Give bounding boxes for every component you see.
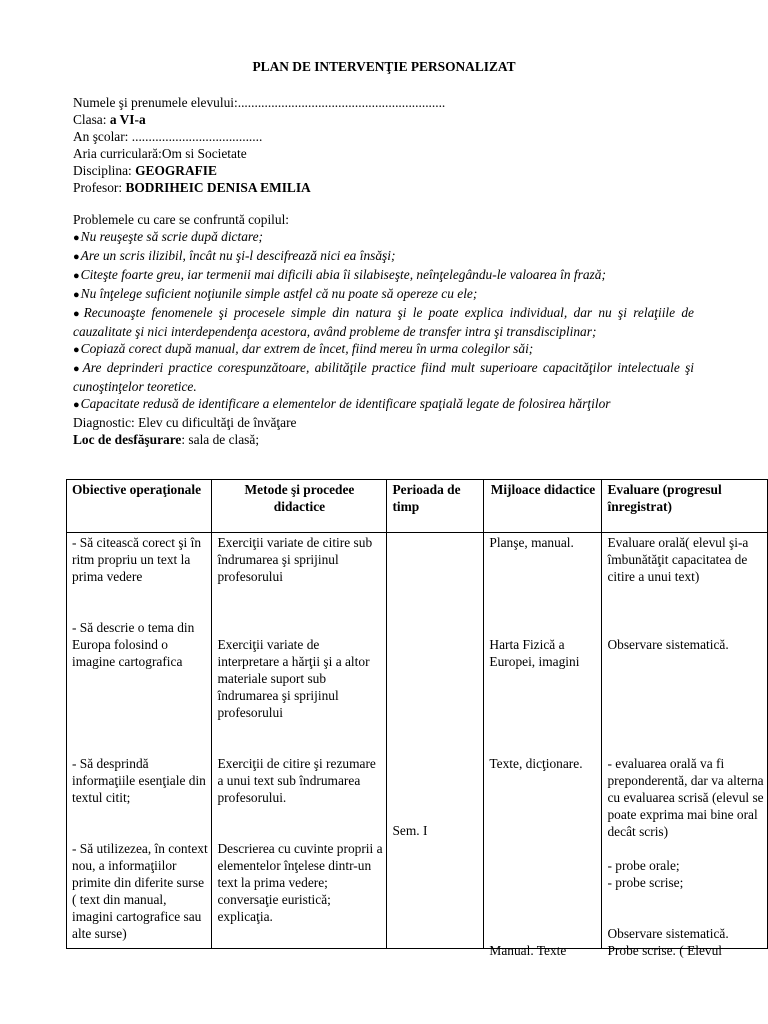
means-cell xyxy=(484,533,602,958)
means-item: Manual. Texte xyxy=(489,943,567,958)
evaluation-item: - evaluarea orală va fi preponderentă, dar va alterna cu evaluarea scrisă (elevul se poate exprima mai bine oral decât scris) xyxy=(607,756,764,839)
bullet-icon: ● xyxy=(73,270,80,282)
objective-item: - Să utilizezea, în context nou, a informaţiilor primite din diferite surse ( text din manual, imagini cartografice sau alte surse) xyxy=(72,841,208,941)
objectives-cell xyxy=(67,533,212,949)
problem-item: ●Citeşte foarte greu, iar termenii mai dificili abia îi silabiseşte, neînţelegându-le valoarea în frază; xyxy=(73,267,606,282)
teacher-line: Profesor: BODRIHEIC DENISA EMILIA xyxy=(73,180,311,195)
period-cell xyxy=(387,533,484,949)
period-value: Sem. I xyxy=(392,823,428,838)
document-title: PLAN DE INTERVENŢIE PERSONALIZAT xyxy=(252,59,516,74)
school-year-line: An şcolar: ....................................... xyxy=(73,129,263,144)
header-means: Mijloace didactice xyxy=(484,480,602,533)
evaluation-item: Probe scrise. ( Elevul xyxy=(607,943,723,958)
evaluation-item: Observare sistematică. xyxy=(607,926,729,941)
bullet-icon: ● xyxy=(73,308,83,320)
problem-item: ●Nu reuşeşte să scrie după dictare; xyxy=(73,229,264,244)
header-objectives: Obiective operaţionale xyxy=(67,480,212,533)
evaluation-item: Evaluare orală( elevul şi-a îmbunătăţit capacitatea de citire a unui text) xyxy=(607,535,749,584)
means-item: Planşe, manual. xyxy=(489,535,574,550)
discipline-line: Disciplina: GEOGRAFIE xyxy=(73,163,217,178)
student-info xyxy=(73,94,713,196)
problem-item: ●Capacitate redusă de identificare a elementelor de identificare spaţială legate de folosirea hărţilor xyxy=(73,396,611,411)
evaluation-item: Observare sistematică. xyxy=(607,637,729,652)
objective-item: - Să desprindă informaţiile esenţiale din textul citit; xyxy=(72,756,206,805)
bullet-icon: ● xyxy=(73,344,80,356)
problem-item: ●Are deprinderi practice corespunzătoare, abilităţile practice fiind mult superioare capacităţilor intelectuale şi cunoştinţelor teoretice. xyxy=(73,360,694,394)
table-header-row xyxy=(67,480,768,533)
header-methods: Metode şi procedee didactice xyxy=(212,480,387,533)
curricular-area-line: Aria curriculară:Om si Societate xyxy=(73,146,247,161)
evaluation-cell xyxy=(602,533,768,958)
student-name-line: Numele şi prenumele elevului:.............................................................. xyxy=(73,95,446,110)
bullet-icon: ● xyxy=(73,251,80,263)
problem-item: ●Recunoaşte fenomenele şi procesele simple din natura şi le poate explica individual, dar nu şi relaţiile de cauzalitate şi nici interdependenţa acestora, având probleme de transfer intra şi transdisciplinar; xyxy=(73,305,694,339)
diagnostic-line: Diagnostic: Elev cu dificultăţi de învăţare xyxy=(73,415,297,430)
problem-item: ●Copiază corect după manual, dar extrem de încet, fiind mereu în urma colegilor săi; xyxy=(73,341,534,356)
problems-heading: Problemele cu care se confruntă copilul: xyxy=(73,212,290,227)
objective-item: - Să citească corect şi în ritm propriu un text la prima vedere xyxy=(72,535,202,584)
header-evaluation: Evaluare (progresul înregistrat) xyxy=(602,480,768,533)
problem-item: ●Are un scris ilizibil, încât nu şi-l descifrează nici ea însăşi; xyxy=(73,248,396,263)
method-item: Exerciţii variate de citire sub îndrumarea şi sprijinul profesorului xyxy=(217,535,373,584)
bullet-icon: ● xyxy=(73,232,80,244)
method-item: Exerciţii variate de interpretare a hărţii şi a altor materiale suport sub îndrumarea şi sprijinul profesorului xyxy=(217,637,370,720)
class-value: a VI-a xyxy=(109,112,146,127)
method-item: Descrierea cu cuvinte proprii a elementelor înţelese dintr-un text la prima vedere; conversaţie euristică; explicaţia. xyxy=(217,841,383,924)
discipline-value: GEOGRAFIE xyxy=(135,163,217,178)
objective-item: - Să descrie o tema din Europa folosind o imagine cartografica xyxy=(72,620,195,669)
intervention-table xyxy=(66,479,768,958)
class-line: Clasa: a VI-a xyxy=(73,112,146,127)
problem-item: ●Nu înţelege suficient noţiunile simple astfel că nu poate să opereze cu ele; xyxy=(73,286,478,301)
method-item: Exerciţii de citire şi rezumare a unui text sub îndrumarea profesorului. xyxy=(217,756,376,805)
methods-cell xyxy=(212,533,387,949)
evaluation-item: - probe orale; xyxy=(607,858,680,873)
bullet-icon: ● xyxy=(73,289,80,301)
means-item: Harta Fizică a Europei, imagini xyxy=(489,637,580,669)
table-row xyxy=(67,533,768,949)
location-line: Loc de desfăşurare: sala de clasă; xyxy=(73,432,260,447)
problems-section xyxy=(73,211,694,448)
means-item: Texte, dicţionare. xyxy=(489,756,583,771)
teacher-value: BODRIHEIC DENISA EMILIA xyxy=(125,180,311,195)
bullet-icon: ● xyxy=(73,399,80,411)
evaluation-item: - probe scrise; xyxy=(607,875,684,890)
header-period: Perioada de timp xyxy=(387,480,484,533)
bullet-icon: ● xyxy=(73,363,82,375)
